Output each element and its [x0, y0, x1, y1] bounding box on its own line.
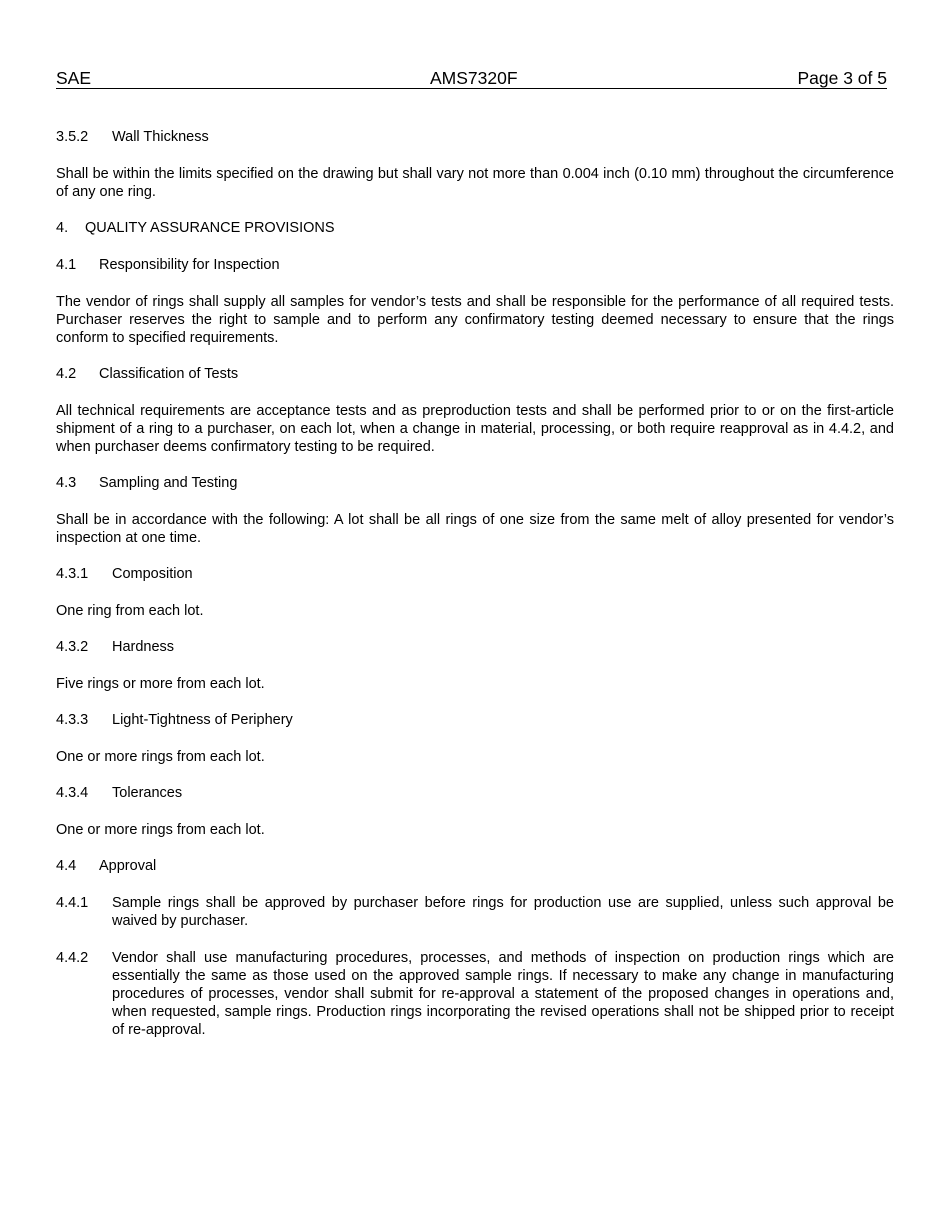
header-page-number: Page 3 of 5: [797, 68, 887, 88]
section-paragraph-3-5-2: Shall be within the limits specified on the drawing but shall vary not more than 0.004 inch (0.10 mm) throughout the circumference of any one ring.: [56, 166, 894, 200]
section-number: 4.2: [56, 366, 77, 382]
section-paragraph-4-1: The vendor of rings shall supply all samples for vendor’s tests and shall be responsible for the performance of all required tests. Purchaser reserves the right to sample and to perform any confirmatory testing deemed necessary to ensure that the rings conform to specified requirements.: [56, 294, 894, 346]
section-text: Vendor shall use manufacturing procedures, processes, and methods of inspection on production rings which are essentially the same as those used on the approved sample rings. If necessary to make any change in manufacturing procedures of processes, vendor shall submit for re-approval a statement of the proposed changes in operations and, when requested, sample rings. Production rings incorporating the revised operations shall not be shipped prior to receipt of re-approval.: [112, 950, 894, 1038]
section-heading-4-3-3: [56, 711, 894, 729]
section-paragraph-4-3: Shall be in accordance with the following: A lot shall be all rings of one size from the same melt of alloy presented for vendor’s inspection at one time.: [56, 512, 894, 546]
section-title: Approval: [99, 858, 157, 874]
section-number: 4.3.4: [56, 785, 89, 801]
section-paragraph-4-3-4: One or more rings from each lot.: [56, 822, 265, 838]
section-heading-4-3: [56, 474, 894, 492]
section-heading-4-3-2: [56, 638, 894, 656]
section-paragraph-4-3-2: Five rings or more from each lot.: [56, 676, 265, 692]
section-title: Composition: [112, 566, 193, 582]
section-number: 4.3.2: [56, 639, 89, 655]
section-paragraph-4-3-3: One or more rings from each lot.: [56, 749, 265, 765]
section-paragraph-4-2: All technical requirements are acceptance tests and as preproduction tests and shall be performed prior to or on the first-article shipment of a ring to a purchaser, on each lot, when a change in material, processing, or both require reapproval as in 4.4.2, and when purchaser deems confirmatory testing to be required.: [56, 403, 894, 455]
section-paragraph-4-3-1: One ring from each lot.: [56, 603, 204, 619]
section-heading-4-3-4: [56, 784, 894, 802]
section-title: Light-Tightness of Periphery: [112, 712, 293, 728]
document-body: [56, 128, 894, 1058]
section-number: 4.4.2: [56, 950, 89, 966]
section-title: Hardness: [112, 639, 175, 655]
section-heading-4-1: [56, 256, 894, 274]
section-number: 4.3: [56, 475, 77, 491]
section-item-4-4-2: [56, 949, 894, 1039]
section-title: Tolerances: [112, 785, 183, 801]
section-heading-4-4: [56, 857, 894, 875]
section-number: 4.1: [56, 257, 77, 273]
section-heading-4-2: [56, 365, 894, 383]
section-heading-4: [56, 219, 894, 237]
section-number: 4.4: [56, 858, 77, 874]
page-header: [56, 67, 887, 89]
section-title: Responsibility for Inspection: [99, 257, 280, 273]
header-org: SAE: [56, 68, 92, 88]
header-doc-id: AMS7320F: [430, 68, 518, 88]
section-text: Sample rings shall be approved by purchaser before rings for production use are supplied, unless such approval be waived by purchaser.: [112, 895, 894, 929]
section-title: QUALITY ASSURANCE PROVISIONS: [85, 220, 335, 236]
section-number: 4.4.1: [56, 895, 89, 911]
section-item-4-4-1: [56, 894, 894, 930]
section-heading-4-3-1: [56, 565, 894, 583]
section-number: 4.3.1: [56, 566, 89, 582]
section-title: Classification of Tests: [99, 366, 239, 382]
section-number: 3.5.2: [56, 129, 89, 145]
section-heading-3-5-2: [56, 128, 894, 146]
section-number: 4.3.3: [56, 712, 89, 728]
section-title: Sampling and Testing: [99, 475, 238, 491]
section-title: Wall Thickness: [112, 129, 209, 145]
section-number: 4.: [56, 220, 69, 236]
